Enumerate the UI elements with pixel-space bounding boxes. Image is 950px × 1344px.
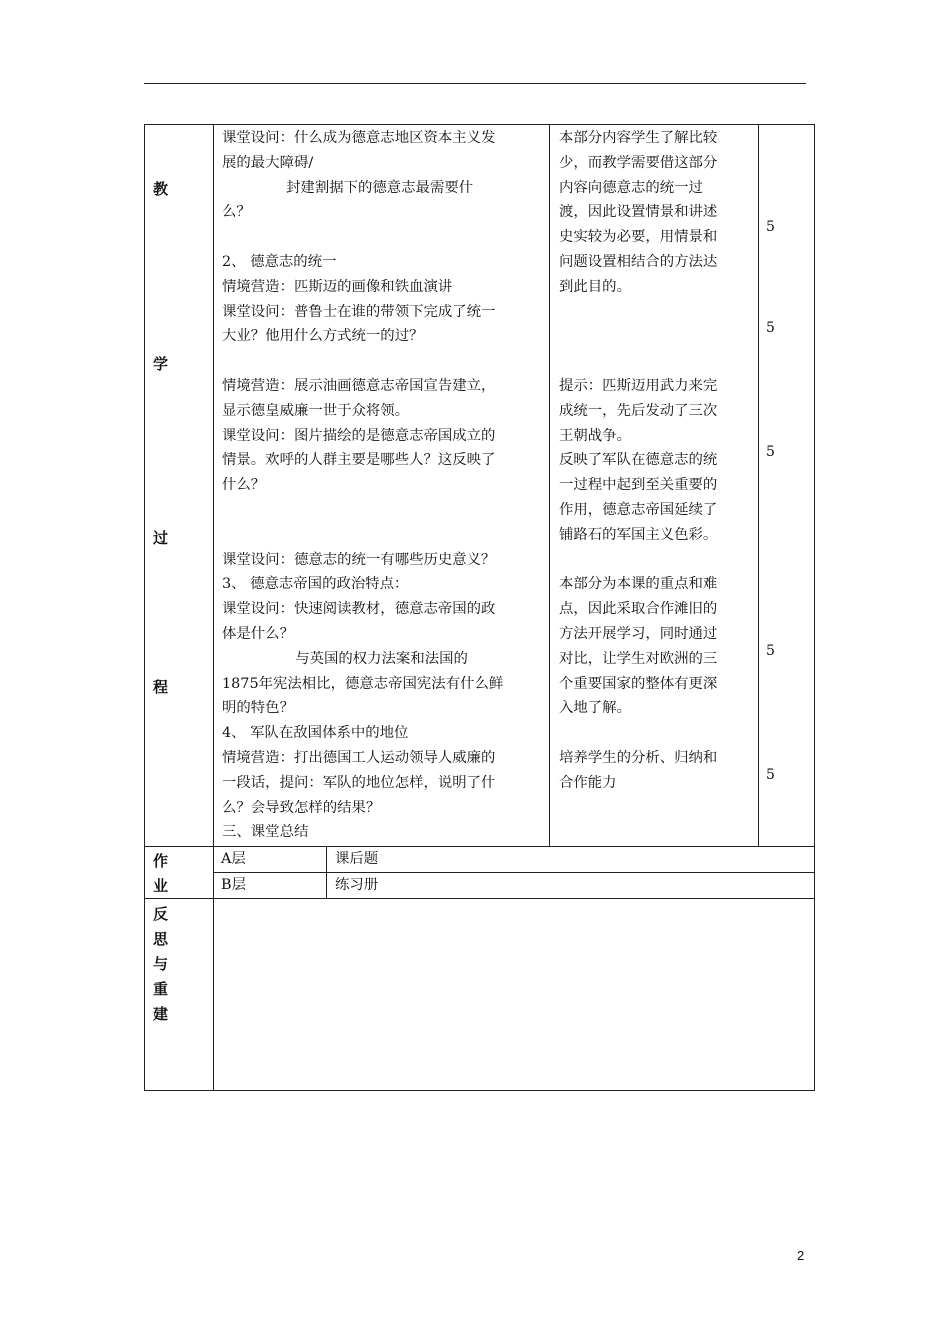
lesson-content-line: 体是什么？ xyxy=(222,626,294,642)
minutes-value: 5 xyxy=(766,767,775,783)
lesson-content-line: 与英国的权力法案和法国的 xyxy=(222,651,468,667)
homework-level: A层 xyxy=(221,851,246,867)
lesson-content-line: 么？ xyxy=(222,204,251,220)
lesson-content-line: 课堂设问：德意志的统一有哪些历史意义？ xyxy=(222,552,496,568)
lesson-content-line: 大业？他用什么方式统一的过？ xyxy=(222,328,424,344)
page-number: 2 xyxy=(797,1248,805,1263)
design-note-line: 王朝战争。 xyxy=(559,428,631,444)
lesson-content-line: 课堂设问：快速阅读教材，德意志帝国的政 xyxy=(222,601,496,617)
design-note-line: 到此目的。 xyxy=(559,279,631,295)
design-note-line: 合作能力 xyxy=(559,775,617,791)
lesson-content-line: 3、 德意志帝国的政治特点： xyxy=(222,576,409,592)
minutes-value: 5 xyxy=(766,219,775,235)
lesson-content-line: 情景。欢呼的人群主要是哪些人？这反映了 xyxy=(222,452,496,468)
lesson-content-line: 4、 军队在敌国体系中的地位 xyxy=(222,725,409,741)
lesson-content-line: 情境营造：匹斯迈的画像和铁血演讲 xyxy=(222,279,453,295)
homework-task-cell xyxy=(326,872,815,899)
lesson-content-line: 三、课堂总结 xyxy=(222,824,309,840)
design-note-line: 本部分内容学生了解比较 xyxy=(559,130,718,146)
teaching-label-cell xyxy=(144,124,214,847)
lesson-content-line: 情境营造：展示油画德意志帝国宣告建立， xyxy=(222,378,496,394)
lesson-content-line: 什么？ xyxy=(222,477,266,493)
reflection-content-cell xyxy=(213,898,815,1091)
design-note-line: 培养学生的分析、归纳和 xyxy=(559,750,718,766)
lesson-content-line: 展的最大障碍/ xyxy=(222,155,314,171)
lesson-content-line: 情境营造：打出德国工人运动领导人威廉的 xyxy=(222,750,496,766)
design-note-line: 本部分为本课的重点和难 xyxy=(559,576,718,592)
homework-label-char: 业 xyxy=(153,877,169,895)
header-rule xyxy=(144,83,806,84)
lesson-content-line: 课堂设问：什么成为德意志地区资本主义发 xyxy=(222,130,496,146)
design-note-line: 一过程中起到至关重要的 xyxy=(559,477,718,493)
minutes-value: 5 xyxy=(766,444,775,460)
reflection-label-char: 重 xyxy=(153,980,169,998)
lesson-content-line: 1875年宪法相比，德意志帝国宪法有什么鲜 xyxy=(222,676,504,692)
lesson-content-line: 显示德皇威廉一世于众将领。 xyxy=(222,403,410,419)
design-note-line: 点，因此采取合作滩旧的 xyxy=(559,601,718,617)
reflection-label-char: 建 xyxy=(153,1005,169,1023)
minutes-value: 5 xyxy=(766,643,775,659)
design-note-line: 渡，因此设置情景和讲述 xyxy=(559,204,718,220)
homework-task: 课后题 xyxy=(335,851,379,867)
design-note-line: 方法开展学习，同时通过 xyxy=(559,626,718,642)
design-note-line: 入地了解。 xyxy=(559,700,631,716)
lesson-content-line: 2、 德意志的统一 xyxy=(222,254,337,270)
lesson-content-line: 一段话，提问：军队的地位怎样，说明了什 xyxy=(222,775,496,791)
design-note-line: 对比，让学生对欧洲的三 xyxy=(559,651,718,667)
minutes-value: 5 xyxy=(766,320,775,336)
lesson-content-line: 封建割据下的德意志最需要什 xyxy=(222,180,474,196)
teaching-label-char: 程 xyxy=(153,678,169,696)
reflection-label-char: 反 xyxy=(153,905,169,923)
lesson-content-line: 明的特色？ xyxy=(222,700,294,716)
reflection-label-char: 与 xyxy=(153,955,169,973)
design-note-line: 问题设置相结合的方法达 xyxy=(559,254,718,270)
design-note-line: 作用，德意志帝国延续了 xyxy=(559,502,718,518)
reflection-label-char: 思 xyxy=(153,930,169,948)
teaching-label-char: 过 xyxy=(153,529,169,547)
homework-level: B层 xyxy=(221,877,246,893)
lesson-content-line: 课堂设问：图片描绘的是德意志帝国成立的 xyxy=(222,428,496,444)
homework-label-char: 作 xyxy=(153,852,169,870)
design-note-line: 铺路石的军国主义色彩。 xyxy=(559,527,718,543)
design-note-line: 成统一，先后发动了三次 xyxy=(559,403,718,419)
homework-task: 练习册 xyxy=(335,877,379,893)
design-note-line: 个重要国家的整体有更深 xyxy=(559,676,718,692)
design-note-line: 史实较为必要，用情景和 xyxy=(559,229,718,245)
teaching-label-char: 教 xyxy=(153,180,169,198)
homework-task-cell xyxy=(326,846,815,873)
lesson-content-line: 课堂设问：普鲁士在谁的带领下完成了统一 xyxy=(222,304,496,320)
design-note-line: 提示：匹斯迈用武力来完 xyxy=(559,378,718,394)
design-note-line: 少，而教学需要借这部分 xyxy=(559,155,718,171)
teaching-label-char: 学 xyxy=(153,355,169,373)
lesson-content-line: 么？会导致怎样的结果？ xyxy=(222,800,381,816)
design-note-line: 内容向德意志的统一过 xyxy=(559,180,703,196)
design-note-line: 反映了军队在德意志的统 xyxy=(559,452,718,468)
